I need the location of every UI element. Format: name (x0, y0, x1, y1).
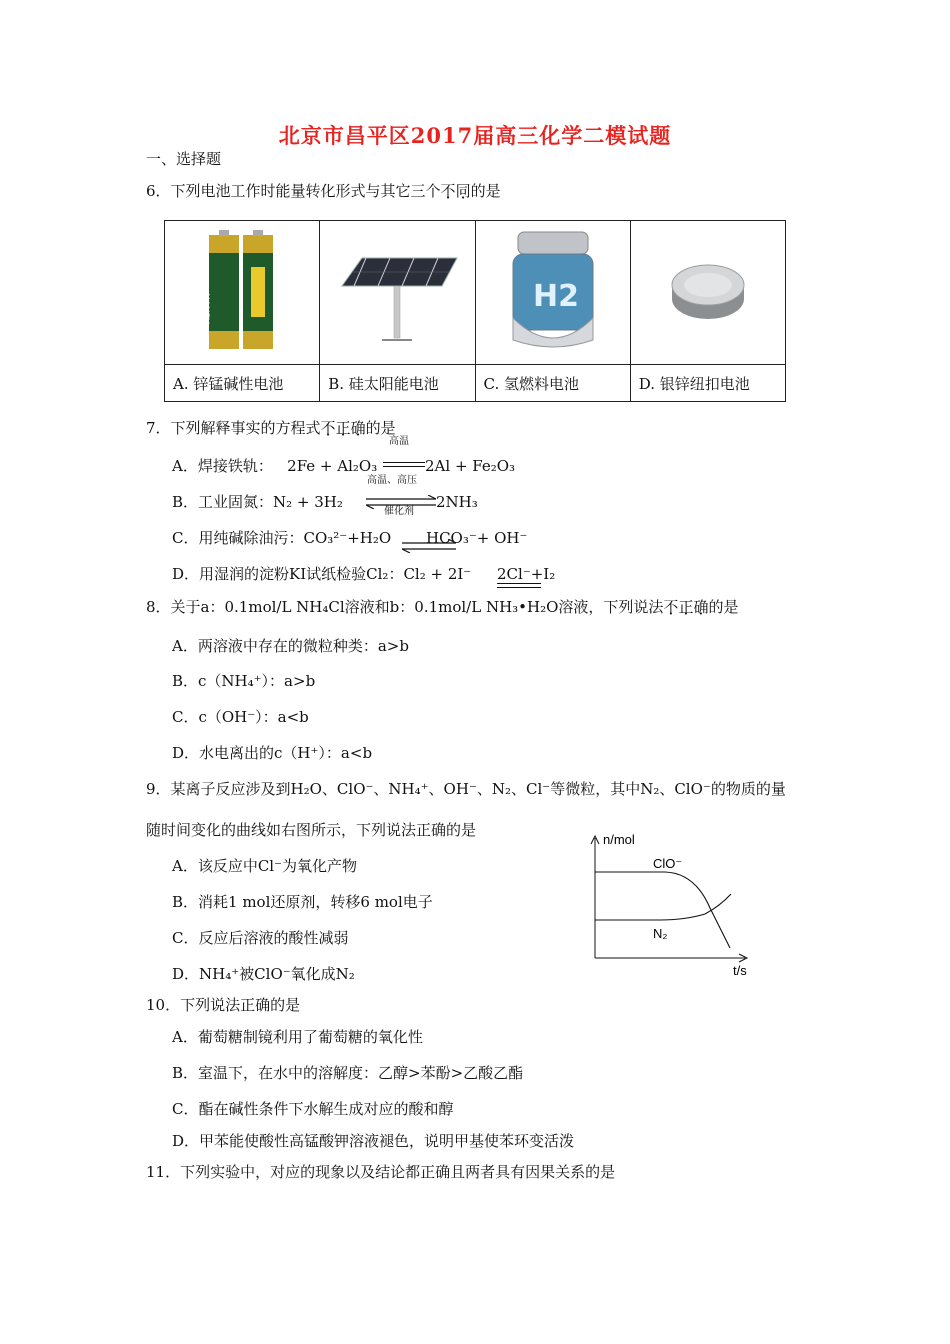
n2-label: N₂ (653, 926, 668, 941)
q7-d-equals-sign (497, 583, 541, 588)
question-8-stem: 8．关于a：0.1mol/L NH₄Cl溶液和b：0.1mol/L NH₃•H₂O溶液，下列说法不正确的是 (146, 598, 739, 616)
svg-text:NANFU: NANFU (200, 292, 211, 324)
solar-panel-icon (332, 236, 462, 346)
q7-option-a: A．焊接铁轨： 2Fe + Al₂O₃ (172, 457, 378, 475)
q7-a-products: 2Al + Fe₂O₃ (425, 457, 516, 475)
y-axis-label: n/mol (603, 832, 635, 847)
q7-option-b: B．工业固氮：N₂ + 3H₂ (172, 493, 343, 511)
battery-options-table (164, 220, 786, 402)
hydrogen-fuel-cell-icon (503, 228, 603, 353)
option-c-image-cell (475, 221, 630, 365)
q7-b-condition-bottom: 催化剂 (384, 506, 414, 517)
q7-a-condition: 高温 (389, 436, 409, 447)
x-axis-label: t/s (733, 963, 747, 978)
section-heading: 一、选择题 (146, 150, 222, 168)
svg-text:H2: H2 (532, 279, 579, 314)
q7-a-equals-sign (383, 462, 425, 467)
q10-option-b: B．室温下，在水中的溶解度：乙醇>苯酚>乙酸乙酯 (172, 1064, 524, 1082)
q7-d-products: 2Cl⁻+I₂ (497, 565, 556, 583)
q7-b-products: 2NH₃ (436, 493, 478, 511)
option-c-label: C. 氢燃料电池 (475, 365, 630, 402)
q10-option-d: D．甲苯能使酸性高锰酸钾溶液褪色，说明甲基使苯环变活泼 (172, 1132, 575, 1150)
question-11-stem: 11．下列实验中，对应的现象以及结论都正确且两者具有因果关系的是 (146, 1163, 616, 1181)
q9-option-b: B．消耗1 mol还原剂，转移6 mol电子 (172, 893, 433, 911)
q10-option-a: A．葡萄糖制镜利用了葡萄糖的氧化性 (172, 1028, 423, 1046)
option-d-image-cell (630, 221, 785, 365)
n2-curve (595, 894, 731, 920)
question-9-stem-line2: 随时间变化的曲线如右图所示，下列说法正确的是 (146, 821, 477, 839)
question-7-stem: 7．下列解释事实的方程式不正确的是 (146, 419, 396, 437)
option-a-image-cell (165, 221, 320, 365)
button-cell-icon (663, 251, 753, 331)
q7-option-c: C．用纯碱除油污：CO₃²⁻+H₂O (172, 529, 392, 547)
q8-option-b: B．c（NH₄⁺）：a>b (172, 672, 316, 690)
option-b-image-cell (320, 221, 475, 365)
q7-c-products: HCO₃⁻+ OH⁻ (426, 529, 528, 547)
q9-option-a: A．该反应中Cl⁻为氧化产物 (172, 857, 358, 875)
question-10-stem: 10．下列说法正确的是 (146, 996, 301, 1014)
q9-option-d: D．NH₄⁺被ClO⁻氧化成N₂ (172, 965, 355, 983)
page-title: 北京市昌平区2017届高三化学二模试题 (278, 123, 672, 148)
q10-option-c: C．酯在碱性条件下水解生成对应的酸和醇 (172, 1100, 454, 1118)
clo-label: ClO⁻ (653, 856, 683, 871)
q9-graph (585, 828, 755, 978)
q7-b-condition-top: 高温、高压 (367, 475, 417, 486)
q9-option-c: C．反应后溶液的酸性减弱 (172, 929, 349, 947)
question-6-stem: 6．下列电池工作时能量转化形式与其它三个不同的是 (146, 182, 501, 200)
q7-option-d: D．用湿润的淀粉KI试纸检验Cl₂：Cl₂ + 2I⁻ (172, 565, 472, 583)
option-a-label: A. 锌锰碱性电池 (165, 365, 320, 402)
q8-option-c: C．c（OH⁻）：a<b (172, 708, 309, 726)
q8-option-a: A．两溶液中存在的微粒种类：a>b (172, 637, 409, 655)
option-b-label: B. 硅太阳能电池 (320, 365, 475, 402)
question-9-stem-line1: 9．某离子反应涉及到H₂O、ClO⁻、NH₄⁺、OH⁻、N₂、Cl⁻等微粒，其中N₂、ClO⁻的物质的量 (146, 780, 786, 798)
option-d-label: D. 银锌纽扣电池 (630, 365, 785, 402)
battery-aa-icon (197, 227, 287, 355)
q8-option-d: D．水电离出的c（H⁺）：a<b (172, 744, 373, 762)
